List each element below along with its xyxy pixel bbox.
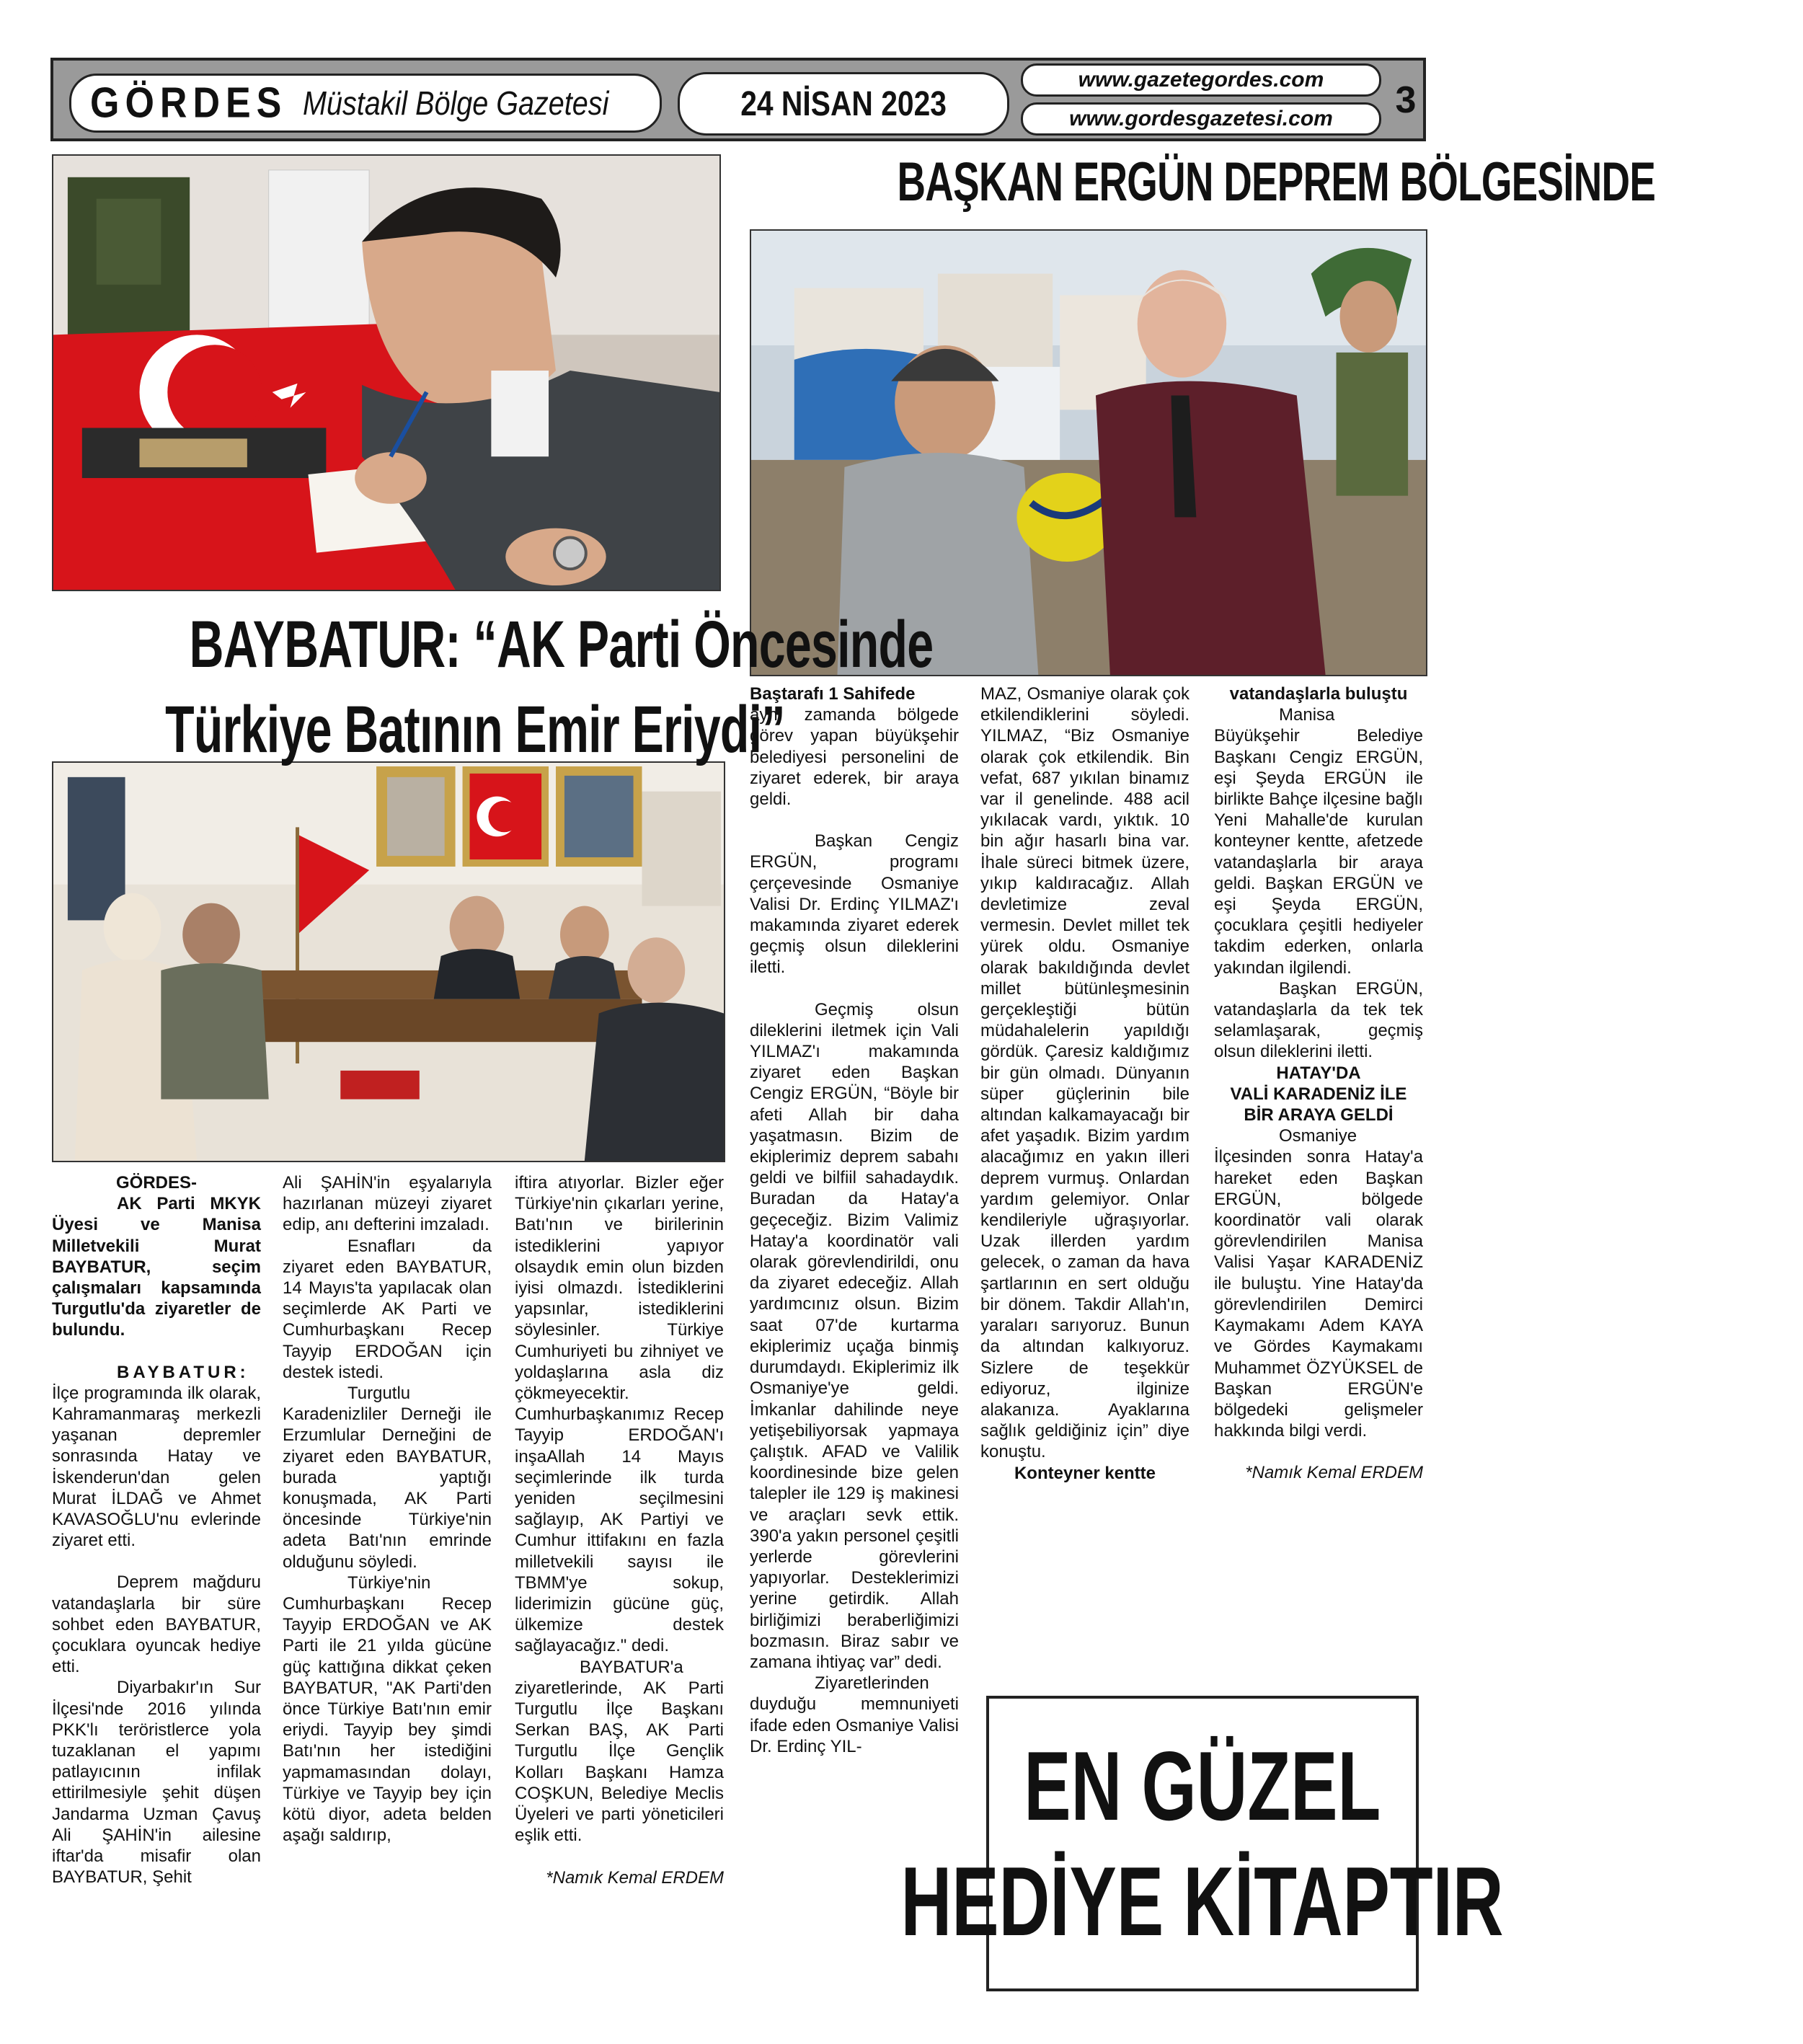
lead-paragraph: AK Parti MKYK Üyesi ve Manisa Milletvekili Murat BAYBATUR, seçim çalışmaları kapsamında Turgutlu'da ziyaretler de bulundu. <box>52 1194 261 1340</box>
body-paragraph: Turgutlu Karadenizliler Derneği ile Erzumlular Derneğini de ziyaret eden BAYBATUR, burada yaptığı konuşmada, AK Parti öncesinde Türkiye'nin adeta Batı'nın emrinde olduğunu söyledi. <box>283 1384 492 1572</box>
body-paragraph: BAYBATUR: İlçe programında ilk olarak, Kahramanmaraş merkezli yaşanan depremler sonrasında Hatay ve İskenderun'dan gelen Murat İLDAĞ ve Ahmet KAVASOĞLU'nu evlerinde ziyaret etti. <box>52 1362 261 1551</box>
dateline: GÖRDES- <box>115 1173 197 1193</box>
body-paragraph: aynı zamanda bölgede görev yapan büyükşehir belediyesi personelini de ziyaret ederek, bir araya geldi. <box>750 705 959 810</box>
body-paragraph: Diyarbakır'ın Sur İlçesi'nde 2016 yılında PKK'lı teröristlerce yola tuzaklanan el yapımı patlayıcının infilak ettirilmesiyle şehit düşen Jandarma Uzman Çavuş Ali ŞAHİN'in ailesine iftar'da misafir olan BAYBATUR, Şehit <box>52 1678 261 1888</box>
photo-signing-guestbook <box>52 154 721 591</box>
author-signature: *Namık Kemal ERDEM <box>1245 1463 1423 1483</box>
subheading-hatay-line3: BİR ARAYA GELDİ <box>1244 1105 1394 1125</box>
subheading-hatay: HATAY'DA <box>1276 1063 1361 1083</box>
subheading-container-city-cont: vatandaşlarla buluştu <box>1229 684 1408 704</box>
ergun-column-2 <box>980 683 1190 1484</box>
advert-line-2: HEDİYE KİTAPTIR <box>900 1846 1505 1956</box>
ergun-column-1 <box>750 683 959 1757</box>
body-paragraph: iftira atıyorlar. Bizler eğer Türkiye'nin çıkarları yerine, Batı'nın ve birilerinin istediklerini yapıyor olsaydık emin olun bizden iyisi olmazdı. İstediklerini yapsınlar, istediklerini söylesinler. Türkiye Cumhuriyeti bu zihniyet ve yoldaşlarına asla diz çökmeyecektir. Cumhurbaşkanımız Recep Tayyip ERDOĞAN'ı inşaAllah 14 Mayıs seçimlerinde ilk turda yeniden seçilmesini sağlayıp, AK Partiyi ve Cumhur ittifakını en fazla milletvekili sayısı ile TBMM'ye sokup, liderimizin gücüne güç, ülkemize destek sağlayacağız." dedi. <box>515 1173 724 1656</box>
author-signature: *Namık Kemal ERDEM <box>546 1867 724 1888</box>
website-link-1[interactable]: www.gazetegordes.com <box>1021 63 1381 97</box>
body-paragraph: Ali ŞAHİN'in eşyalarıyla hazırlanan müzeyi ziyaret edip, anı defterini imzaladı. <box>283 1173 492 1235</box>
body-paragraph: BAYBATUR'a ziyaretlerinde, AK Parti Turgutlu İlçe Başkanı Serkan BAŞ, AK Parti Turgutlu İlçe Gençlik Kolları Başkanı Hamza COŞKUN, Belediye Meclis Üyeleri ve parti yöneticileri eşlik etti. <box>515 1657 724 1846</box>
body-paragraph: MAZ, Osmaniye olarak çok etkilendiklerini söyledi. YILMAZ, “Biz Osmaniye olarak çok etkilendik. Bin vefat, 687 yıkılan binamız var il genelinde. 488 acil yıkılacak vardı, yıktık. 10 bin ağır hasarlı bina var. İhale süreci bitmek üzere, yıkıp kaldıracağız. Allah devletimize zeval vermesin. Devlet millet tek yürek oldu. Osmaniye olarak bakıldığında devlet millet bütünleşmesinin gerçekleştiği bütün müdahalelerin yapıldığı gördük. Çaresiz kaldığımız bir gün olmadı. Dünyanın süper güçlerinin bile altından kalkamayacağı bir afet yaşadık. Bizim yardım alacağımız en yakın illeri deprem vurmuş. Onlardan yardım gelemiyor. Onlar kendileriyle uğraşıyorlar. Uzak illerden yardım gelecek, o zaman da hava şartlarının en sert olduğu bir dönem. Takdir Allah'ın, yaraları sarıyoruz. Bunun da altından kalkıyoruz. Sizlere de teşekkür ediyoruz, ilginize alakanıza. Ayaklarına sağlık geldiğiniz için” diye konuştu. <box>980 684 1190 1462</box>
masthead <box>50 58 1426 141</box>
photo-ak-parti-office-meeting <box>52 761 725 1162</box>
ergun-column-3 <box>1214 683 1423 1484</box>
brand-box <box>69 74 662 133</box>
body-paragraph: Deprem mağduru vatandaşlarla bir süre sohbet eden BAYBATUR, çocuklara oyuncak hediye etti. <box>52 1572 261 1677</box>
body-paragraph: Başkan Cengiz ERGÜN, programı çerçevesinde Osmaniye Valisi Dr. Erdinç YILMAZ'ı makamında ziyaret ederek geçmiş olsun dileklerini iletti. <box>750 831 959 978</box>
page-number: 3 <box>1395 79 1417 121</box>
brand-name: GÖRDES <box>90 79 288 128</box>
body-paragraph: Osmaniye İlçesinden sonra Hatay'a hareket eden Başkan ERGÜN, bölgede koordinatör vali olarak görevlendirilen Manisa Valisi Yaşar KARADENİZ ile buluştu. Yine Hatay'da görevlendirilen Demirci Kaymakamı Adem KAYA ve Gördes Kaymakamı Muhammet ÖZYÜKSEL de Başkan ERGÜN'e bölgedeki gelişmeler hakkında bilgi verdi. <box>1214 1126 1423 1441</box>
advert-line-1: EN GÜZEL <box>1024 1731 1381 1841</box>
headline-baybatur: BAYBATUR: “AK Parti Öncesinde Türkiye Batının Emir Eriydi” <box>165 608 934 766</box>
headline-ergun-earthquake-region: BAŞKAN ERGÜN DEPREM BÖLGESİNDE <box>897 151 1656 213</box>
baybatur-column-2 <box>283 1172 492 1846</box>
issue-date: 24 NİSAN 2023 <box>678 72 1009 136</box>
body-paragraph: Esnafları da ziyaret eden BAYBATUR, 14 Mayıs'ta yapılacak olan seçimlerde AK Parti ve Cumhurbaşkanı Recep Tayyip ERDOĞAN için destek istedi. <box>283 1236 492 1382</box>
body-paragraph: Ziyaretlerinden duyduğu memnuniyeti ifade eden Osmaniye Valisi Dr. Erdinç YIL- <box>750 1673 959 1756</box>
subheading-hatay-line2: VALİ KARADENİZ İLE <box>1230 1084 1407 1104</box>
body-paragraph: Türkiye'nin Cumhurbaşkanı Recep Tayyip ERDOĞAN ve AK Parti ile 21 yılda gücüne güç kattığına dikkat çeken BAYBATUR, "AK Parti'den önce Türkiye Batı'nın emir eriydi. Tayyip bey şimdi Batı'nın her istediğini yapmamasından dolayı, Türkiye ve Tayyip bey için kötü diyor, adeta belden aşağı saldırıp, <box>283 1572 492 1846</box>
continued-from-label: Baştarafı 1 Sahifede <box>750 684 916 704</box>
website-link-2[interactable]: www.gordesgazetesi.com <box>1021 102 1381 136</box>
body-paragraph: Manisa Büyükşehir Belediye Başkanı Cengiz ERGÜN, eşi Şeyda ERGÜN ile birlikte Bahçe ilçesine bağlı Yeni Mahalle'de kurulan konteyner kentte, afetzede vatandaşlarla bir araya geldi. Başkan ERGÜN ve eşi Şeyda ERGÜN, çocuklara çeşitli hediyeler takdim ederken, onlarla yakından ilgilendi. <box>1214 705 1423 978</box>
book-gift-advert <box>900 1696 1505 1991</box>
subheading-container-city: Konteyner kentte <box>1014 1463 1156 1483</box>
body-paragraph: Başkan ERGÜN, vatandaşlarla da tek tek selamlaşarak, geçmiş olsun dileklerini iletti. <box>1214 978 1423 1062</box>
brand-subtitle: Müstakil Bölge Gazetesi <box>303 84 609 122</box>
baybatur-column-1 <box>52 1172 261 1888</box>
baybatur-column-3 <box>515 1172 724 1888</box>
body-paragraph: Geçmiş olsun dileklerini iletmek için Vali YILMAZ'ı makamında ziyaret eden Başkan Cengiz ERGÜN, “Böyle bir afeti Allah bir daha yaşatmasın. Bizim de ekiplerimiz deprem sabahı geldi ve bilfiil sahadaydık. Buradan da Hatay'a geçeceğiz. Bizim Valimiz Hatay'a koordinatör vali olarak görevlendirildi, onu da ziyaret edeceğiz. Allah yardımcınız olsun. Bizim saat 07'de kurtarma ekiplerimiz uçağa binmiş durumdaydı. Ekiplerimiz ilk Osmaniye'ye geldi. İmkanlar dahilinde neye yetişebiliyorsak yapmaya çalıştık. AFAD ve Valilik koordinesinde bize gelen talepler ile 129 iş makinesi ve araçları sevk ettik. 390'a yakın personel çeşitli yerlerde görevlerini yapıyorlar. Desteklerimizi yerine getirdik. Allah birliğimizi beraberliğimizi bozmasın. Biraz sabır ve zamana ihtiyaç var” dedi. <box>750 999 959 1672</box>
